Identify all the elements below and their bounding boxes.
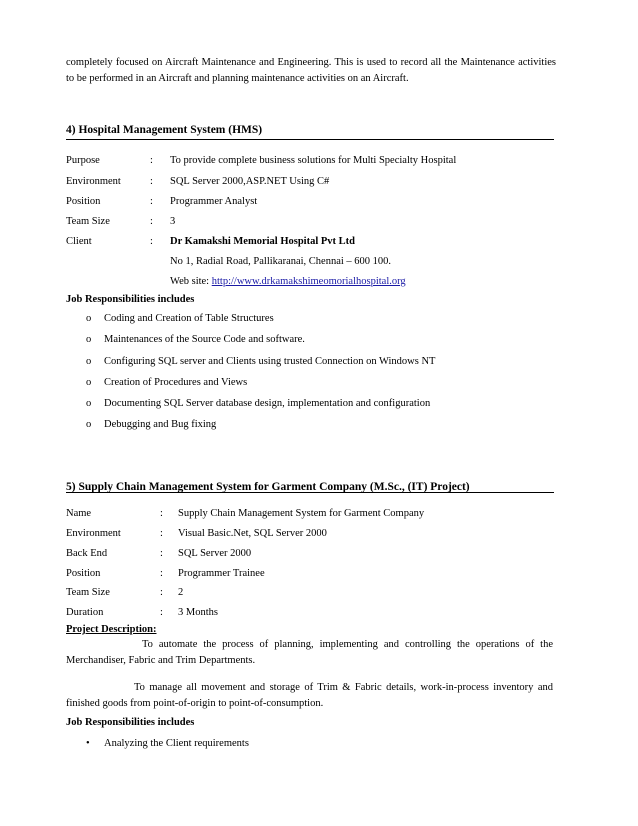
scm-title-rule xyxy=(66,492,554,493)
scm-responsibilities-title: Job Responsibilities includes xyxy=(66,717,195,728)
hollow-bullet-icon: o xyxy=(86,398,92,409)
field-label: Position xyxy=(66,196,101,207)
field-colon: : xyxy=(150,196,153,207)
website-label: Web site: xyxy=(170,276,210,287)
field-label: Environment xyxy=(66,528,121,539)
field-label: Name xyxy=(66,508,92,519)
responsibility-text: Creation of Procedures and Views xyxy=(104,377,248,388)
field-colon: : xyxy=(150,236,153,247)
field-value: SQL Server 2000,ASP.NET Using C# xyxy=(170,176,330,187)
filled-bullet-icon: • xyxy=(86,738,90,749)
field-label: Environment xyxy=(66,176,121,187)
field-colon: : xyxy=(160,548,163,559)
client-address: No 1, Radial Road, Pallikaranai, Chennai – 600 100. xyxy=(170,256,392,267)
website-link[interactable]: http://www.drkamakshimeomorialhospital.org xyxy=(211,276,406,287)
field-value: 3 Months xyxy=(178,607,218,618)
responsibility-text: Configuring SQL server and Clients using trusted Connection on Windows NT xyxy=(104,356,436,367)
field-value: 2 xyxy=(178,587,184,598)
responsibility-text: Coding and Creation of Table Structures xyxy=(104,313,274,324)
field-label: Back End xyxy=(66,548,108,559)
project-description-2: To manage all movement and storage of Trim & Fabric details, work-in-process inventory and finished goods from point-of-origin to point-of-consumption. xyxy=(66,682,553,709)
responsibility-text: Maintenances of the Source Code and software. xyxy=(104,334,305,345)
responsibility-text: Analyzing the Client requirements xyxy=(104,738,249,749)
project-description-1: To automate the process of planning, implementing and controlling the operations of the Merchandiser, Fabric and Trim Departments. xyxy=(66,639,553,666)
field-colon: : xyxy=(160,508,163,519)
field-colon: : xyxy=(150,155,153,166)
field-label: Purpose xyxy=(66,155,100,166)
hollow-bullet-icon: o xyxy=(86,356,92,367)
field-label: Client xyxy=(66,236,92,247)
field-value: Programmer Trainee xyxy=(178,568,265,579)
field-label: Team Size xyxy=(66,216,110,227)
hms-title-rule xyxy=(66,139,554,140)
field-colon: : xyxy=(160,568,163,579)
field-value: Visual Basic.Net, SQL Server 2000 xyxy=(178,528,327,539)
hms-responsibilities-title: Job Responsibilities includes xyxy=(66,294,195,305)
field-value: To provide complete business solutions for Multi Specialty Hospital xyxy=(170,155,457,166)
client-name: Dr Kamakshi Memorial Hospital Pvt Ltd xyxy=(170,236,356,247)
scm-section-title: 5) Supply Chain Management System for Garment Company (M.Sc., (IT) Project) xyxy=(66,481,470,493)
field-value: Supply Chain Management System for Garment Company xyxy=(178,508,425,519)
field-colon: : xyxy=(150,176,153,187)
field-value: 3 xyxy=(170,216,176,227)
responsibility-text: Documenting SQL Server database design, implementation and configuration xyxy=(104,398,431,409)
hollow-bullet-icon: o xyxy=(86,313,92,324)
intro-paragraph: completely focused on Aircraft Maintenance and Engineering. This is used to record all the Maintenance activities to be performed in an Aircraft and planning maintenance activities on an Aircraft. xyxy=(66,57,556,84)
hollow-bullet-icon: o xyxy=(86,377,92,388)
field-colon: : xyxy=(160,607,163,618)
project-description-title: Project Description: xyxy=(66,624,157,635)
field-value: Programmer Analyst xyxy=(170,196,258,207)
hollow-bullet-icon: o xyxy=(86,419,92,430)
responsibility-text: Debugging and Bug fixing xyxy=(104,419,217,430)
hms-section-title: 4) Hospital Management System (HMS) xyxy=(66,124,263,136)
field-label: Position xyxy=(66,568,101,579)
field-label: Team Size xyxy=(66,587,110,598)
field-value: SQL Server 2000 xyxy=(178,548,252,559)
field-colon: : xyxy=(160,587,163,598)
field-colon: : xyxy=(160,528,163,539)
field-colon: : xyxy=(150,216,153,227)
hollow-bullet-icon: o xyxy=(86,334,92,345)
client-website xyxy=(170,275,406,289)
field-label: Duration xyxy=(66,607,104,618)
